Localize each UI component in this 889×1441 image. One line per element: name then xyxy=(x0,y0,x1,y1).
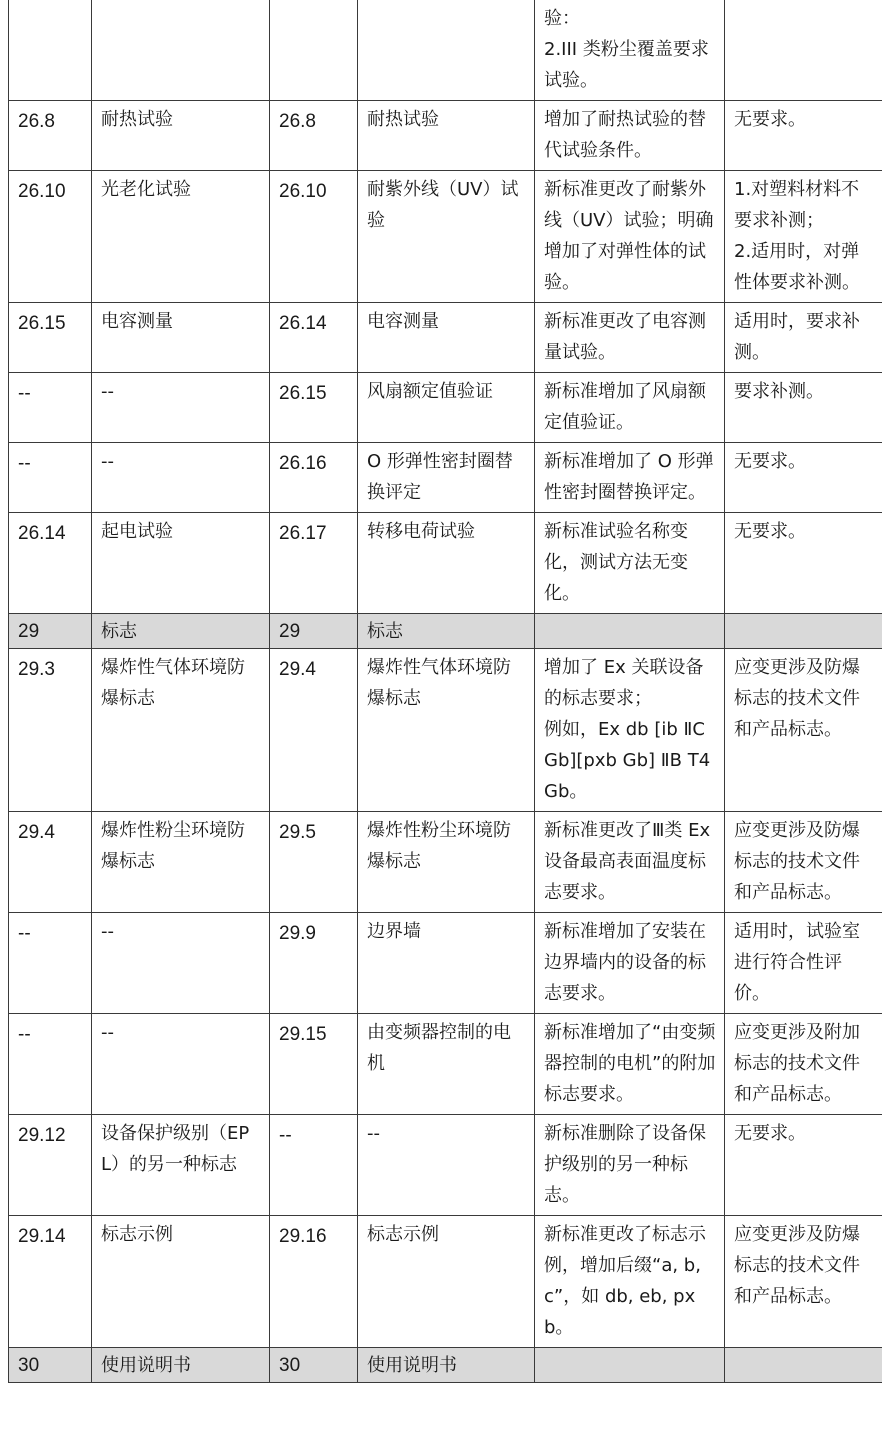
old-clause-title-cell: -- xyxy=(92,913,270,1014)
old-clause-number-cell: 29.3 xyxy=(9,649,92,812)
old-clause-number-cell: 29.12 xyxy=(9,1115,92,1216)
old-clause-number-cell: 26.15 xyxy=(9,303,92,373)
old-clause-number-cell: -- xyxy=(9,913,92,1014)
old-clause-title-cell: -- xyxy=(92,443,270,513)
change-description-cell: 增加了 Ex 关联设备的标志要求； 例如，Ex db [ib ⅡC Gb][pxb Gb] ⅡB T4 Gb。 xyxy=(535,649,725,812)
table-row xyxy=(9,1216,883,1348)
new-clause-number-cell: -- xyxy=(270,1115,358,1216)
old-clause-number-cell: -- xyxy=(9,443,92,513)
new-clause-title-cell: 耐紫外线（UV）试验 xyxy=(358,171,535,303)
old-clause-title-cell xyxy=(92,0,270,101)
table-row xyxy=(9,443,883,513)
old-clause-number-cell: 29 xyxy=(9,614,92,649)
change-description-cell: 新标准增加了 O 形弹性密封圈替换评定。 xyxy=(535,443,725,513)
new-clause-title-cell: 边界墙 xyxy=(358,913,535,1014)
new-clause-number-cell: 26.15 xyxy=(270,373,358,443)
old-clause-number-cell: 26.10 xyxy=(9,171,92,303)
required-action-cell: 应变更涉及防爆标志的技术文件和产品标志。 xyxy=(725,1216,883,1348)
table-row xyxy=(9,649,883,812)
change-description-cell: 验： 2.III 类粉尘覆盖要求试验。 xyxy=(535,0,725,101)
new-clause-title-cell: 爆炸性粉尘环境防爆标志 xyxy=(358,812,535,913)
old-clause-number-cell: 29.4 xyxy=(9,812,92,913)
old-clause-title-cell: 使用说明书 xyxy=(92,1348,270,1383)
required-action-cell: 应变更涉及防爆标志的技术文件和产品标志。 xyxy=(725,812,883,913)
change-description-cell: 新标准更改了耐紫外线（UV）试验；明确增加了对弹性体的试验。 xyxy=(535,171,725,303)
old-clause-number-cell: 30 xyxy=(9,1348,92,1383)
change-description-cell: 新标准试验名称变化，测试方法无变化。 xyxy=(535,513,725,614)
section-row xyxy=(9,1348,883,1383)
new-clause-number-cell: 26.17 xyxy=(270,513,358,614)
old-clause-title-cell: -- xyxy=(92,1014,270,1115)
change-description-cell: 新标准增加了“由变频器控制的电机”的附加标志要求。 xyxy=(535,1014,725,1115)
new-clause-number-cell: 26.8 xyxy=(270,101,358,171)
table-row xyxy=(9,101,883,171)
required-action-cell: 无要求。 xyxy=(725,101,883,171)
required-action-cell: 无要求。 xyxy=(725,443,883,513)
old-clause-title-cell: 标志 xyxy=(92,614,270,649)
required-action-cell: 1.对塑料材料不要求补测； 2.适用时，对弹性体要求补测。 xyxy=(725,171,883,303)
section-row xyxy=(9,614,883,649)
old-clause-number-cell: 26.8 xyxy=(9,101,92,171)
new-clause-title-cell: 标志 xyxy=(358,614,535,649)
new-clause-number-cell: 26.14 xyxy=(270,303,358,373)
old-clause-number-cell: -- xyxy=(9,373,92,443)
new-clause-number-cell: 26.10 xyxy=(270,171,358,303)
new-clause-number-cell: 26.16 xyxy=(270,443,358,513)
new-clause-title-cell: 使用说明书 xyxy=(358,1348,535,1383)
new-clause-title-cell: 由变频器控制的电机 xyxy=(358,1014,535,1115)
new-clause-title-cell: 转移电荷试验 xyxy=(358,513,535,614)
table-row xyxy=(9,373,883,443)
table-row xyxy=(9,1115,883,1216)
change-description-cell: 新标准增加了风扇额定值验证。 xyxy=(535,373,725,443)
table-row xyxy=(9,812,883,913)
change-description-cell: 新标准更改了电容测量试验。 xyxy=(535,303,725,373)
old-clause-number-cell: 29.14 xyxy=(9,1216,92,1348)
required-action-cell xyxy=(725,0,883,101)
required-action-cell: 无要求。 xyxy=(725,513,883,614)
new-clause-title-cell: O 形弹性密封圈替换评定 xyxy=(358,443,535,513)
change-description-cell: 新标准增加了安装在边界墙内的设备的标志要求。 xyxy=(535,913,725,1014)
required-action-cell: 应变更涉及附加标志的技术文件和产品标志。 xyxy=(725,1014,883,1115)
old-clause-title-cell: 设备保护级别（EPL）的另一种标志 xyxy=(92,1115,270,1216)
new-clause-title-cell: -- xyxy=(358,1115,535,1216)
change-description-cell xyxy=(535,1348,725,1383)
old-clause-number-cell: -- xyxy=(9,1014,92,1115)
new-clause-number-cell: 29.15 xyxy=(270,1014,358,1115)
table-row xyxy=(9,1014,883,1115)
old-clause-number-cell xyxy=(9,0,92,101)
change-description-cell: 新标准更改了标志示例，增加后缀“a, b, c”，如 db, eb, pxb。 xyxy=(535,1216,725,1348)
table-row xyxy=(9,0,883,101)
required-action-cell xyxy=(725,614,883,649)
new-clause-title-cell: 爆炸性气体环境防爆标志 xyxy=(358,649,535,812)
old-clause-title-cell: 爆炸性气体环境防爆标志 xyxy=(92,649,270,812)
new-clause-title-cell: 标志示例 xyxy=(358,1216,535,1348)
new-clause-number-cell: 29.4 xyxy=(270,649,358,812)
new-clause-title-cell: 风扇额定值验证 xyxy=(358,373,535,443)
table-row xyxy=(9,913,883,1014)
new-clause-number-cell: 30 xyxy=(270,1348,358,1383)
new-clause-title-cell: 耐热试验 xyxy=(358,101,535,171)
old-clause-title-cell: 标志示例 xyxy=(92,1216,270,1348)
new-clause-number-cell: 29 xyxy=(270,614,358,649)
old-clause-title-cell: 电容测量 xyxy=(92,303,270,373)
new-clause-title-cell xyxy=(358,0,535,101)
table-row xyxy=(9,513,883,614)
old-clause-title-cell: 起电试验 xyxy=(92,513,270,614)
change-description-cell xyxy=(535,614,725,649)
change-description-cell: 新标准更改了Ⅲ类 Ex 设备最高表面温度标志要求。 xyxy=(535,812,725,913)
new-clause-number-cell: 29.9 xyxy=(270,913,358,1014)
old-clause-title-cell: -- xyxy=(92,373,270,443)
old-clause-title-cell: 耐热试验 xyxy=(92,101,270,171)
table-row xyxy=(9,171,883,303)
new-clause-number-cell xyxy=(270,0,358,101)
new-clause-number-cell: 29.5 xyxy=(270,812,358,913)
old-clause-title-cell: 爆炸性粉尘环境防爆标志 xyxy=(92,812,270,913)
old-clause-title-cell: 光老化试验 xyxy=(92,171,270,303)
change-description-cell: 新标准删除了设备保护级别的另一种标志。 xyxy=(535,1115,725,1216)
required-action-cell: 适用时，要求补测。 xyxy=(725,303,883,373)
standard-comparison-table xyxy=(8,0,882,1383)
change-description-cell: 增加了耐热试验的替代试验条件。 xyxy=(535,101,725,171)
required-action-cell: 适用时，试验室进行符合性评价。 xyxy=(725,913,883,1014)
required-action-cell: 应变更涉及防爆标志的技术文件和产品标志。 xyxy=(725,649,883,812)
required-action-cell: 无要求。 xyxy=(725,1115,883,1216)
required-action-cell: 要求补测。 xyxy=(725,373,883,443)
new-clause-number-cell: 29.16 xyxy=(270,1216,358,1348)
new-clause-title-cell: 电容测量 xyxy=(358,303,535,373)
old-clause-number-cell: 26.14 xyxy=(9,513,92,614)
required-action-cell xyxy=(725,1348,883,1383)
table-body xyxy=(9,0,883,1383)
table-row xyxy=(9,303,883,373)
document-page xyxy=(8,0,882,1441)
